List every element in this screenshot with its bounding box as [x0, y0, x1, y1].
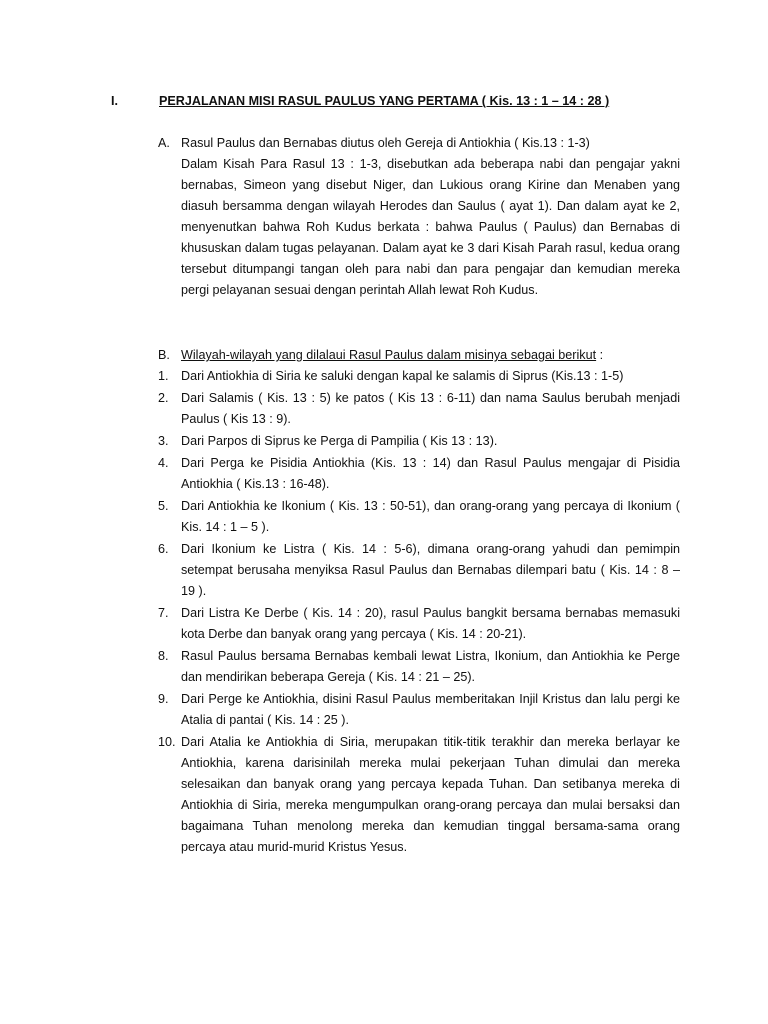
list-item-number: 6.: [158, 542, 169, 556]
section-b: [158, 345, 680, 859]
list-item-number: 5.: [158, 499, 169, 513]
section-a-first-line: Rasul Paulus dan Bernabas diutus oleh Gereja di Antiokhia ( Kis.13 : 1-3): [181, 136, 590, 150]
list-item-text: Rasul Paulus bersama Bernabas kembali lewat Listra, Ikonium, dan Antiokhia ke Perge dan mendirikan beberapa Gereja ( Kis. 14 : 21 – 25).: [181, 649, 680, 684]
heading-number: I.: [111, 94, 118, 108]
section-a-paragraph: Dalam Kisah Para Rasul 13 : 1-3, disebutkan ada beberapa nabi dan pengajar yakni bernabas, Simeon yang disebut Niger, dan Lukious orang Kirine dan Menaben yang diasuh bersamma dengan wilayah Herodes dan Saulus ( ayat 1). Dan dalam ayat ke 2, menyenutkan bahwa Roh Kudus berkata : bahwa Paulus ( Paulus) dan Bernabas di khususkan dalam tugas pelayanan. Dalam ayat ke 3 dari Kisah Parah rasul, kedua orang tersebut ditumpangi tangan oleh para nabi dan para pengajar dan kemudian mereka pergi pelayanan sesuai dengan perintah Allah lewat Roh Kudus.: [181, 157, 680, 297]
list-item-number: 7.: [158, 606, 169, 620]
section-b-marker: B.: [158, 348, 170, 362]
list-item: [158, 646, 680, 688]
list-item-number: 2.: [158, 391, 169, 405]
list-item-text: Dari Ikonium ke Listra ( Kis. 14 : 5-6), dimana orang-orang yahudi dan pemimpin setempat berusaha menyiksa Rasul Paulus dan Bernabas dilempari batu ( Kis. 14 : 8 – 19 ).: [181, 542, 680, 598]
list-item-number: 3.: [158, 434, 169, 448]
list-item: [158, 388, 680, 430]
list-item: [158, 453, 680, 495]
list-item-number: 1.: [158, 369, 169, 383]
list-item-number: 4.: [158, 456, 169, 470]
list-item: [158, 431, 680, 452]
list-item-text: Dari Perge ke Antiokhia, disini Rasul Paulus memberitakan Injil Kristus dan lalu pergi ke Atalia di pantai ( Kis. 14 : 25 ).: [181, 692, 680, 727]
list-item-text: Dari Salamis ( Kis. 13 : 5) ke patos ( Kis 13 : 6-11) dan nama Saulus berubah menjadi Paulus ( Kis 13 : 9).: [181, 391, 680, 426]
section-a-marker: A.: [158, 136, 170, 150]
section-b-intro-text: Wilayah-wilayah yang dilalaui Rasul Paulus dalam misinya sebagai berikut: [181, 348, 597, 362]
list-item-number: 8.: [158, 649, 169, 663]
list-item: [158, 603, 680, 645]
list-item-number: 9.: [158, 692, 169, 706]
heading-title: PERJALANAN MISI RASUL PAULUS YANG PERTAMA ( Kis. 13 : 1 – 14 : 28 ): [159, 94, 610, 108]
list-item: [158, 689, 680, 731]
section-b-intro-suffix: :: [596, 348, 604, 362]
list-item: [158, 732, 680, 858]
list-item-text: Dari Atalia ke Antiokhia di Siria, merupakan titik-titik terakhir dan mereka berlayar ke Antiokhia, karena darisinilah mereka mulai pekerjaan Tuhan dimulai dan mereka selesaikan dan banyak orang yang percaya kepada Tuhan. Dan setibanya mereka di Antiokhia di Siria, mereka mengumpulkan orang-orang percaya dan mulai bersaksi dan bagaimana Tuhan menolong mereka dan kemudian tinggal bersama-sama orang percaya atau murid-murid Kristus Yesus.: [181, 735, 680, 854]
route-list: [158, 366, 680, 858]
list-item: [158, 366, 680, 387]
list-item-text: Dari Antiokhia di Siria ke saluki dengan kapal ke salamis di Siprus (Kis.13 : 1-5): [181, 369, 624, 383]
list-item-text: Dari Listra Ke Derbe ( Kis. 14 : 20), rasul Paulus bangkit bersama bernabas memasuki kota Derbe dan banyak orang yang percaya ( Kis. 14 : 20-21).: [181, 606, 680, 641]
list-item-text: Dari Antiokhia ke Ikonium ( Kis. 13 : 50-51), dan orang-orang yang percaya di Ikonium ( Kis. 14 : 1 – 5 ).: [181, 499, 680, 534]
list-item: [158, 539, 680, 602]
list-item-text: Dari Parpos di Siprus ke Perga di Pampilia ( Kis 13 : 13).: [181, 434, 498, 448]
list-item: [158, 496, 680, 538]
section-b-intro: [181, 345, 680, 366]
section-a: [158, 133, 680, 301]
list-item-text: Dari Perga ke Pisidia Antiokhia (Kis. 13 : 14) dan Rasul Paulus mengajar di Pisidia Antiokhia ( Kis.13 : 16-48).: [181, 456, 680, 491]
list-item-number: 10.: [158, 735, 176, 749]
